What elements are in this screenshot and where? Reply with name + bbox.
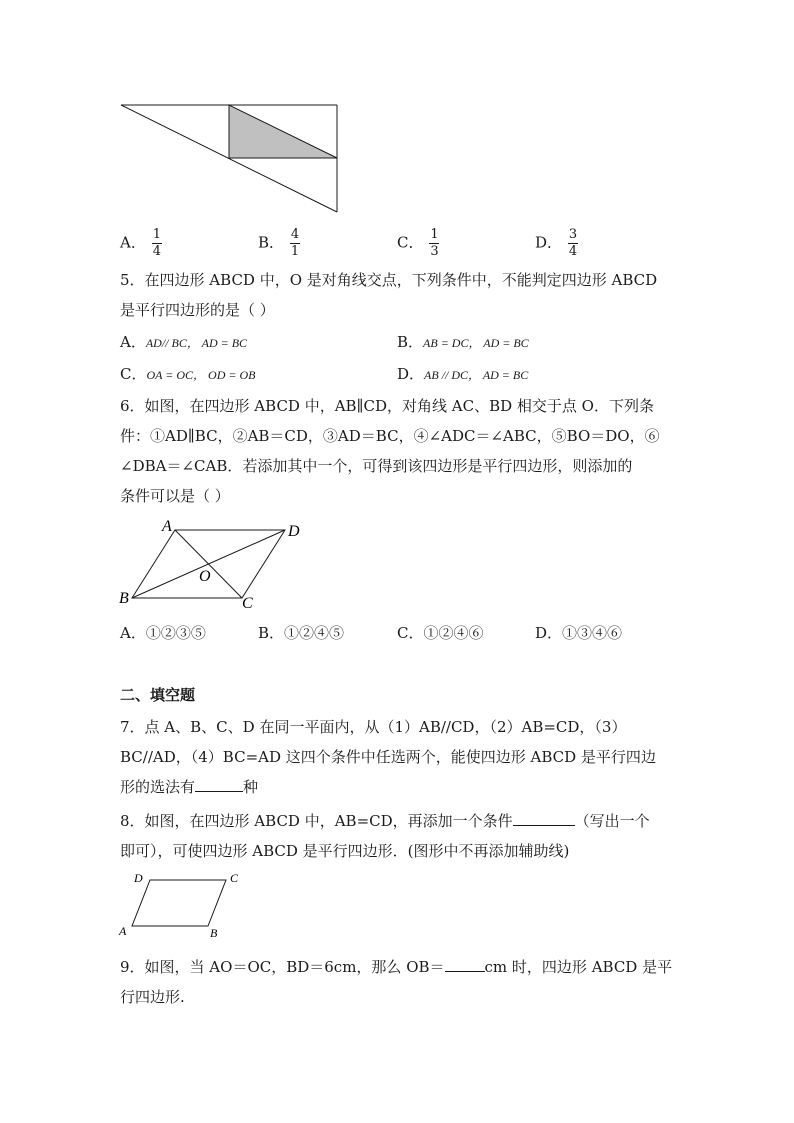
label-b: B — [210, 926, 218, 940]
q9-stem-line2: 行四边形. — [120, 988, 185, 1006]
q4-figure — [118, 100, 342, 216]
label-a: A — [119, 924, 127, 938]
section-title: 二、填空题 — [120, 686, 196, 704]
label-d: D — [288, 523, 300, 540]
q9-stem-line1: 9．如图，当 AO＝OC，BD＝6cm，那么 OB＝ cm 时，四边形 ABCD 是平 — [120, 958, 673, 976]
q4-option-d[interactable]: D． $\frac{3}{4}$ — [535, 227, 578, 259]
fraction: $\frac{4}{1}$ — [290, 227, 300, 259]
q5-option-d[interactable]: D．AB // DC， AD = BC — [397, 365, 529, 383]
label-c: C — [230, 871, 239, 885]
label-c: C — [242, 595, 253, 612]
q7-stem-line1: 7．点 A、B、C、D 在同一平面内，从（1）AB//CD，（2）AB=CD，（3） — [120, 718, 627, 736]
q7-stem-line3: 形的选法有 种 — [120, 778, 259, 796]
answer-blank[interactable] — [513, 811, 575, 826]
label-o: O — [199, 568, 211, 585]
q6-stem-line3: ∠DBA＝∠CAB．若添加其中一个，可得到该四边形是平行四边形，则添加的 — [120, 457, 633, 475]
q8-stem-line1: 8．如图，在四边形 ABCD 中，AB=CD，再添加一个条件 （写出一个 — [120, 812, 650, 830]
q4-option-a[interactable]: A． $\frac{1}{4}$ — [120, 227, 161, 259]
q8-figure — [115, 868, 255, 940]
q8-stem-line2: 即可），可使四边形 ABCD 是平行四边形．(图形中不再添加辅助线) — [120, 842, 570, 860]
q5-option-a[interactable]: A．AD// BC， AD = BC — [120, 333, 248, 351]
q5-option-b[interactable]: B．AB = DC， AD = BC — [397, 333, 529, 351]
answer-blank[interactable] — [195, 777, 243, 792]
q6-stem-line2: 件：①AD∥BC，②AB＝CD，③AD＝BC，④∠ADC＝∠ABC，⑤BO＝DO，⑥ — [120, 427, 660, 445]
q6-option-d[interactable]: D．①③④⑥ — [535, 624, 623, 642]
fraction: $\frac{1}{3}$ — [430, 227, 439, 259]
q4-option-c[interactable]: C． $\frac{1}{3}$ — [397, 227, 439, 259]
fraction: $\frac{1}{4}$ — [152, 227, 161, 259]
q6-option-b[interactable]: B．①②④⑤ — [258, 624, 345, 642]
q7-stem-line2: BC//AD，（4）BC=AD 这四个条件中任选两个，能使四边形 ABCD 是平行四边 — [120, 748, 656, 766]
parallelogram — [132, 880, 226, 926]
diagonal-bd — [132, 530, 285, 598]
q6-stem-line4: 条件可以是（ ） — [120, 487, 230, 505]
shaded-triangle — [229, 105, 337, 158]
q5-option-c[interactable]: C．OA = OC， OD = OB — [120, 365, 256, 383]
q5-stem-line2: 是平行四边形的是（ ） — [120, 301, 275, 319]
q5-stem-line1: 5．在四边形 ABCD 中，O 是对角线交点，下列条件中，不能判定四边形 ABCD — [120, 271, 658, 289]
label-a: A — [162, 518, 172, 535]
fraction: $\frac{3}{4}$ — [568, 227, 578, 259]
label-b: B — [119, 590, 129, 607]
q4-option-b[interactable]: B． $\frac{4}{1}$ — [258, 227, 300, 259]
q6-option-a[interactable]: A．①②③⑤ — [120, 624, 206, 642]
q6-stem-line1: 6．如图，在四边形 ABCD 中，AB∥CD，对角线 AC、BD 相交于点 O．下列条 — [120, 397, 654, 415]
label-d: D — [134, 871, 143, 885]
q6-figure — [115, 514, 315, 614]
q6-option-c[interactable]: C．①②④⑥ — [397, 624, 484, 642]
answer-blank[interactable] — [445, 957, 485, 972]
